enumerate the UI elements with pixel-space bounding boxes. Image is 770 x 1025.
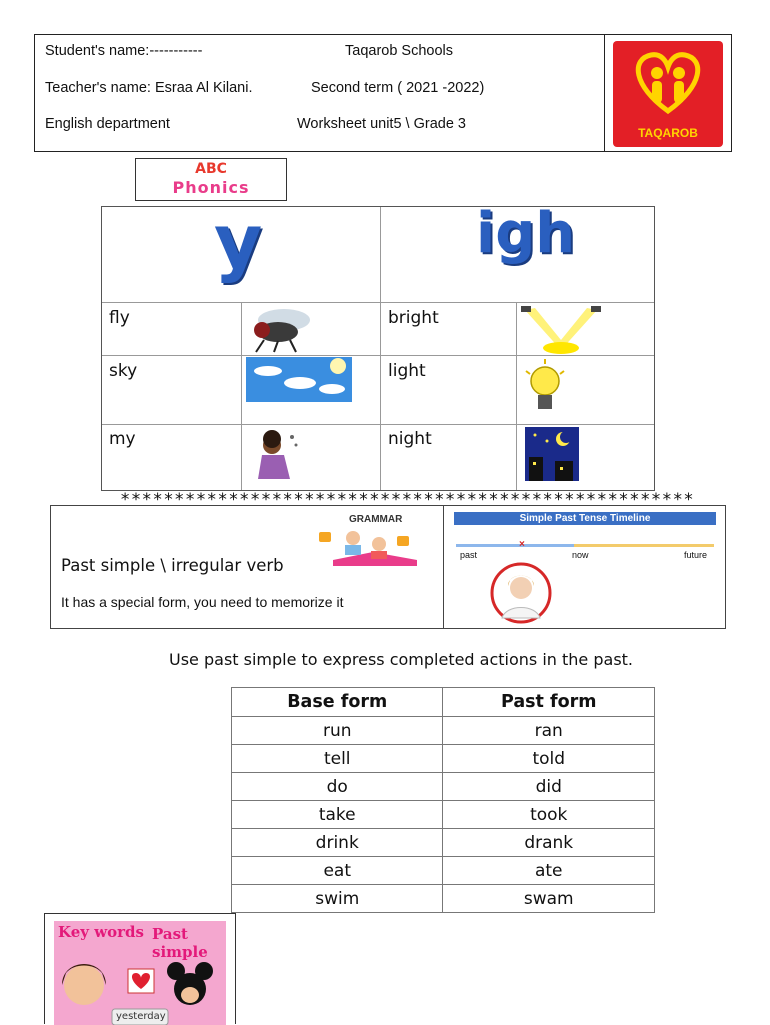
phonics-banner-bottom: Phonics bbox=[172, 178, 250, 197]
school-logo bbox=[613, 41, 723, 147]
grammar-description: It has a special form, you need to memorize it bbox=[61, 594, 344, 610]
phonics-word: sky bbox=[109, 361, 138, 381]
sky-icon bbox=[246, 357, 352, 402]
grammar-title: Past simple \ irregular verb bbox=[61, 556, 284, 575]
children-reading-icon bbox=[313, 524, 441, 568]
past-form-cell: did bbox=[443, 773, 655, 801]
timeline-label: now bbox=[572, 550, 589, 560]
grammar-illustration bbox=[313, 512, 441, 568]
phonics-word: night bbox=[388, 429, 432, 449]
night-city-icon bbox=[525, 427, 579, 481]
row-divider bbox=[102, 424, 654, 425]
table-row bbox=[232, 829, 655, 857]
past-form-cell: swam bbox=[443, 885, 655, 913]
phonics-word: fly bbox=[109, 308, 130, 328]
school-name: Taqarob Schools bbox=[345, 43, 454, 59]
girl-icon bbox=[252, 429, 302, 484]
past-simple-label: Past simple bbox=[152, 925, 208, 961]
table-row bbox=[232, 773, 655, 801]
base-form-cell: take bbox=[232, 801, 443, 829]
table-header-row bbox=[232, 688, 655, 717]
row-divider bbox=[102, 302, 654, 303]
student-name-line: Student's name:----------- bbox=[45, 43, 203, 59]
woman-phone-icon bbox=[486, 560, 556, 626]
timeline-label: past bbox=[460, 550, 478, 560]
base-form-cell: tell bbox=[232, 745, 443, 773]
base-form-cell: eat bbox=[232, 857, 443, 885]
table-row bbox=[232, 857, 655, 885]
past-form-cell: took bbox=[443, 801, 655, 829]
past-form-header: Past form bbox=[443, 688, 655, 717]
phonics-word: my bbox=[109, 429, 136, 449]
table-row bbox=[232, 745, 655, 773]
grammar-badge: GRAMMAR bbox=[349, 514, 403, 525]
past-tense-timeline bbox=[443, 506, 727, 628]
worksheet-label: Worksheet unit5 \ Grade 3 bbox=[297, 116, 466, 132]
timeline-label: future bbox=[684, 550, 708, 560]
heart-people-icon bbox=[613, 41, 723, 121]
table-row bbox=[232, 885, 655, 913]
fly-icon bbox=[244, 304, 316, 354]
base-form-cell: drink bbox=[232, 829, 443, 857]
timeline-future-bar bbox=[574, 544, 714, 547]
key-words-image bbox=[44, 913, 236, 1024]
sound-heading-igh: igh bbox=[476, 201, 576, 266]
past-form-cell: told bbox=[443, 745, 655, 773]
past-form-cell: ate bbox=[443, 857, 655, 885]
teacher-name-line: Teacher's name: Esraa Al Kilani. bbox=[45, 80, 253, 96]
phonics-banner bbox=[135, 158, 287, 201]
phonics-table bbox=[101, 199, 655, 491]
phonics-word: bright bbox=[388, 308, 439, 328]
timeline-marker-icon: × bbox=[519, 539, 525, 550]
phonics-banner-top: ABC bbox=[195, 161, 227, 177]
base-form-cell: run bbox=[232, 717, 443, 745]
table-row bbox=[232, 801, 655, 829]
phonics-word: light bbox=[388, 361, 426, 381]
past-form-cell: drank bbox=[443, 829, 655, 857]
irregular-verbs-table bbox=[231, 687, 655, 913]
past-form-cell: ran bbox=[443, 717, 655, 745]
instruction-text: Use past simple to express completed actions in the past. bbox=[169, 650, 634, 669]
sound-heading-y: y bbox=[214, 199, 263, 285]
header-box bbox=[34, 34, 732, 152]
grammar-box bbox=[50, 505, 726, 629]
lightbulb-icon bbox=[522, 357, 568, 421]
timeline-title: Simple Past Tense Timeline bbox=[454, 512, 716, 525]
table-row bbox=[232, 717, 655, 745]
column-divider bbox=[380, 207, 381, 490]
term-label: Second term ( 2021 -2022) bbox=[311, 80, 485, 96]
header-divider bbox=[604, 35, 605, 151]
timeline-past-bar bbox=[456, 544, 574, 547]
image-column-divider bbox=[241, 302, 242, 490]
base-form-cell: swim bbox=[232, 885, 443, 913]
key-words-poster bbox=[54, 921, 226, 1025]
key-words-label: Key words bbox=[58, 923, 144, 941]
spotlight-icon bbox=[517, 304, 605, 356]
scroll-text: yesterday bbox=[116, 1011, 166, 1022]
base-form-header: Base form bbox=[232, 688, 443, 717]
department-label: English department bbox=[45, 116, 170, 132]
separator-stars: ***************************************************** bbox=[120, 490, 695, 510]
base-form-cell: do bbox=[232, 773, 443, 801]
logo-brand-text: TAQAROB bbox=[638, 126, 698, 140]
